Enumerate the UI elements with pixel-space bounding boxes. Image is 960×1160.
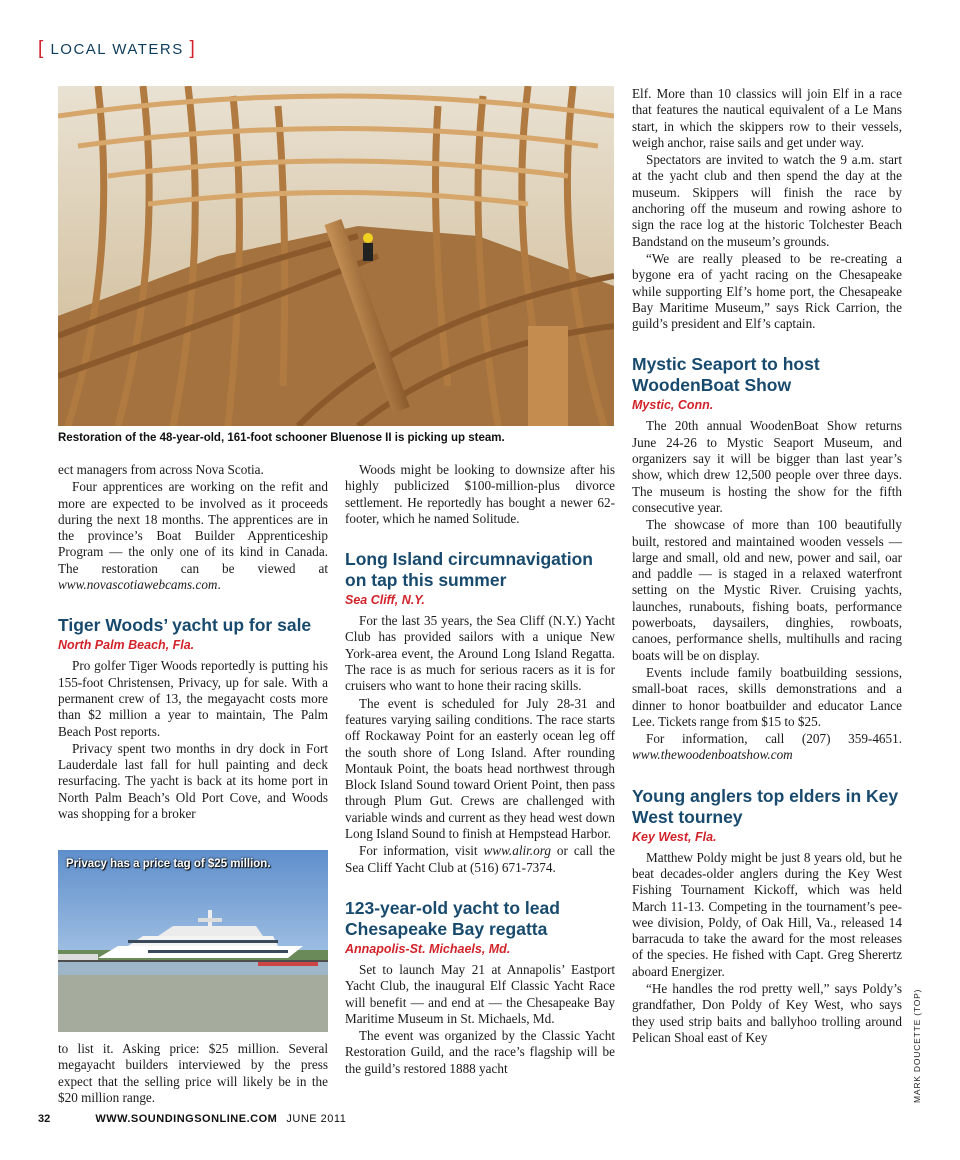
footer-issue-date: JUNE 2011 [286, 1113, 347, 1125]
headline-young-anglers: Young anglers top elders in Key West tourney [632, 785, 899, 827]
col2-paragraph-3: The event is scheduled for July 28-31 and features varying sailing conditions. The race starts off Rockaway Point for an easterly ocean leg off the south shore of Long Island. After rounding Montauk Point, the boats head northwest through Block Island Sound toward Orient Point, then pass through Plum Gut. Crews are challenged with variable winds and current as they head west down Long Island Sound to finish at Hempstead Harbor. [345, 695, 615, 842]
col2-paragraph-5: Set to launch May 21 at Annapolis’ Eastport Yacht Club, the inaugural Elf Classic Yacht Race will benefit — and end at — the Chesapeake Bay Maritime Museum in St. Michaels, Md. [345, 961, 615, 1026]
col3-paragraph-3: “We are really pleased to be re-creating a bygone era of yacht racing on the Chesapeake while supporting Elf’s home port, the Chesapeake Bay Maritime Museum,” says Rick Carrion, the guild’s president and Elf’s captain. [632, 250, 902, 332]
col3-paragraph-8: Matthew Poldy might be just 8 years old, but he beat decades-older anglers during the Key West Fishing Tournament Kickoff, which was held March 11-13. Competing in the tournament’s pee-wee division, Poldy, of Oak Hill, Va., released 14 barracuda to take the award for the most releases of the species. He fished with Capt. Greg Sherertz aboard Energizer. [632, 849, 902, 979]
col3-p7-text: For information, call (207) 359-4651. [646, 731, 902, 747]
col3-paragraph-7 [632, 731, 902, 764]
dateline-north-palm-beach: North Palm Beach, Fla. [58, 638, 195, 653]
woodenboat-show-link[interactable]: www.thewoodenboatshow.com [632, 747, 793, 763]
bracket-right: ] [189, 38, 197, 59]
col3-paragraph-1: Elf. More than 10 classics will join Elf in a race that features the nautical equivalent of a Le Mans start, in which the skippers row to their vessels, weigh anchor, raise sails and get under way. [632, 86, 902, 150]
col2-paragraph-4 [345, 843, 615, 876]
column-3 [632, 86, 902, 1047]
yacht-photo-privacy [58, 850, 328, 1032]
col1-paragraph-2 [58, 479, 328, 593]
main-photo-hull-restoration [58, 86, 614, 426]
col1-p2-text: Four apprentices are working on the refit and more are expected to be involved as it proceeds during the next 18 months. The apprentices are in the province’s Boat Builder Apprenticeship Program — the only one of its kind in Canada. The restoration can be viewed at [58, 479, 328, 576]
column-2 [345, 462, 615, 1078]
dateline-key-west: Key West, Fla. [632, 829, 717, 844]
dateline-annapolis: Annapolis-St. Michaels, Md. [345, 941, 511, 956]
main-photo-caption: Restoration of the 48-year-old, 161-foot schooner Bluenose II is picking up steam. [58, 432, 505, 444]
headline-mystic-seaport: Mystic Seaport to host WoodenBoat Show [632, 354, 820, 396]
yacht-illustration [58, 850, 328, 1032]
novascotia-webcams-link[interactable]: www.novascotiawebcams.com [58, 577, 218, 593]
col1-paragraph-1: ect managers from across Nova Scotia. [58, 462, 264, 477]
col3-paragraph-2: Spectators are invited to watch the 9 a.m. start at the yacht club and then spend the day at the museum. Skippers will finish the race by anchoring off the museum and rowing ashore to sign the race log at the historic Tolchester Beach Bandstand on the museum’s grounds. [632, 152, 902, 249]
col1-p2-end: . [217, 577, 221, 593]
hull-frames-illustration [58, 86, 614, 426]
column-1-top [58, 462, 328, 823]
alir-link[interactable]: www.alir.org [483, 843, 551, 859]
section-tag [38, 38, 196, 60]
col1-paragraph-5: to list it. Asking price: $25 million. Several megayacht builders interviewed by the press expect that the selling price will likely be in the $20 million range. [58, 1041, 328, 1105]
col2-paragraph-2: For the last 35 years, the Sea Cliff (N.Y.) Yacht Club has provided sailors with a unique New York-area event, the Around Long Island Regatta. The race is as much for serious racers as it is for cruisers who want to hone their racing skills. [345, 613, 615, 694]
col3-paragraph-4: The 20th annual WoodenBoat Show returns June 24-26 to Mystic Seaport Museum, and organizers say it will be bigger than last year’s show, which drew 12,500 people over three days. The museum is hosting the show for the fifth consecutive year. [632, 418, 902, 515]
bracket-left: [ [38, 38, 45, 59]
col3-paragraph-6: Events include family boatbuilding sessions, small-boat races, skills demonstrations and a dinner to honor boatbuilder and educator Lance Lee. Tickets range from $15 to $25. [632, 664, 902, 729]
column-1-bottom [58, 1041, 328, 1107]
headline-chesapeake-regatta: 123-year-old yacht to lead Chesapeake Bay regatta [345, 897, 560, 939]
dateline-mystic: Mystic, Conn. [632, 398, 714, 413]
page-footer [38, 1113, 346, 1125]
col2-p4-text-a: For information, visit [359, 843, 478, 859]
headline-long-island-circumnavigation: Long Island circumnavigation on tap this summer [345, 549, 593, 591]
col3-paragraph-5: The showcase of more than 100 beautifully built, restored and maintained wooden vessels — large and small, old and new, power and sail, oar and paddle — is staged in a relaxed waterfront setting on the Mystic River. Cruising yachts, launches, runabouts, fishing boats, performance powerboats, daysailers, dinghies, rowboats, canoes, performance shells, multihulls and racing boats will be on display. [632, 517, 902, 663]
col1-paragraph-3: Pro golfer Tiger Woods reportedly is putting his 155-foot Christensen, Privacy, up for sale. With a permanent crew of 13, the megayacht costs more than $2 million a year to maintain, The Palm Beach Post reports. [58, 658, 328, 739]
col2-paragraph-1: Woods might be looking to downsize after his highly publicized $100-million-plus divorce settlement. He reportedly has bought a newer 62-footer, which he named Solitude. [345, 462, 615, 526]
yacht-photo-caption: Privacy has a price tag of $25 million. [66, 858, 271, 870]
page-number: 32 [38, 1113, 51, 1125]
col2-p4-text-b: or call the Sea Cliff Yacht Club at (516) 671-7374. [345, 843, 615, 875]
col3-paragraph-9: “He handles the rod pretty well,” says Poldy’s grandfather, Don Poldy of Key West, who says they used strip baits and ballyhoo trolling around Pelican Shoal east of Key [632, 981, 902, 1045]
photo-credit: MARK DOUCETTE (TOP) [912, 988, 922, 1103]
headline-tiger-woods-yacht: Tiger Woods’ yacht up for sale [58, 615, 312, 636]
dateline-sea-cliff: Sea Cliff, N.Y. [345, 593, 425, 608]
footer-website[interactable]: WWW.SOUNDINGSONLINE.COM [95, 1113, 278, 1125]
section-name: LOCAL WATERS [50, 41, 184, 58]
col2-paragraph-6: The event was organized by the Classic Yacht Restoration Guild, and the race’s flagship will be the guild’s restored 1888 yacht [345, 1028, 615, 1076]
col1-paragraph-4: Privacy spent two months in dry dock in Fort Lauderdale last fall for hull painting and deck resurfacing. The yacht is back at its home port in North Palm Beach’s Old Port Cove, and Woods was shopping for a broker [58, 740, 328, 822]
